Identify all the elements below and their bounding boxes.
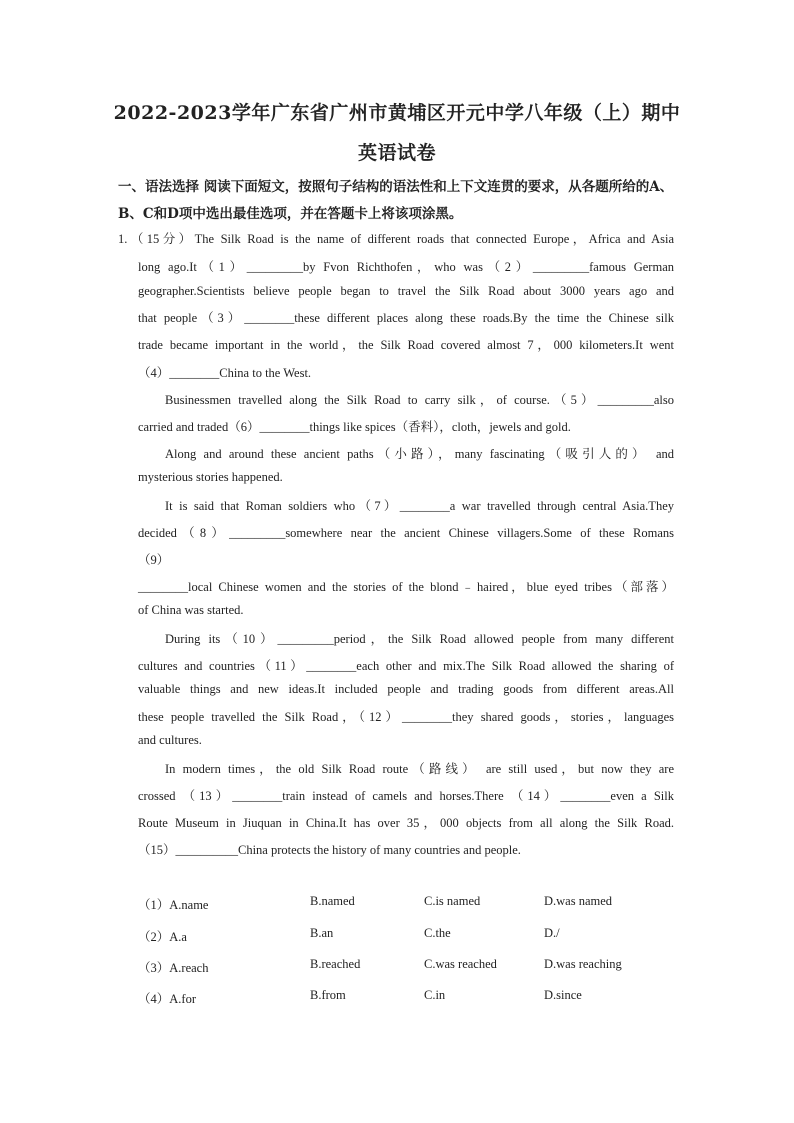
passage-line: mysterious stories happened. bbox=[138, 470, 283, 484]
passage-line: geographer.Scientists believe people began to travel the Silk Road about 3000 years ago and bbox=[138, 284, 674, 298]
option-d[interactable]: D.since bbox=[544, 988, 582, 1002]
option-b[interactable]: B.named bbox=[310, 894, 355, 908]
passage-line: carried and traded（6）________things like spices（香料），cloth，jewels and gold. bbox=[138, 420, 571, 434]
passage-line: of China was started. bbox=[138, 603, 244, 617]
option-a[interactable]: （2）A.a bbox=[138, 930, 187, 944]
passage-line: （9） bbox=[138, 553, 170, 567]
passage-line: （15）__________China protects the history of many countries and people. bbox=[138, 843, 521, 857]
page-subtitle: 英语试卷 bbox=[357, 142, 436, 164]
passage-line: During its（10）_________period，the Silk Road allowed people from many different bbox=[165, 632, 674, 646]
option-a[interactable]: （1）A.name bbox=[138, 898, 209, 912]
passage-line: and cultures. bbox=[138, 733, 202, 747]
passage-line: 1.（15分）The Silk Road is the name of different roads that connected Europe，Africa and Asia bbox=[118, 232, 674, 246]
page-title: 2022-2023学年广东省广州市黄埔区开元中学八年级（上）期中 bbox=[113, 102, 681, 124]
option-b[interactable]: B.from bbox=[310, 988, 346, 1002]
passage-line: these people travelled the Silk Road，（12）________they shared goods，stories，languages bbox=[138, 710, 674, 724]
option-d[interactable]: D./ bbox=[544, 926, 560, 940]
option-c[interactable]: C.in bbox=[424, 988, 446, 1002]
option-c[interactable]: C.the bbox=[424, 926, 451, 940]
passage-line: Along and around these ancient paths（小路），many fascinating（吸引人的） and bbox=[165, 447, 674, 461]
passage-line: In modern times，the old Silk Road route（路线） are still used，but now they are bbox=[165, 762, 674, 776]
option-b[interactable]: B.an bbox=[310, 926, 334, 940]
section-heading: 一、语法选择 阅读下面短文，按照句子结构的语法性和上下文连贯的要求，从各题所给的A、B、C和D项中选出最佳选项，并在答题卡上将该项涂黑。 bbox=[118, 179, 674, 222]
passage-line: trade became important in the world，the Silk Road covered almost 7，000 kilometers.It went bbox=[138, 338, 674, 352]
option-d[interactable]: D.was named bbox=[544, 894, 613, 908]
passage-line: Route Museum in Jiuquan in China.It has over 35，000 objects from all along the Silk Road. bbox=[138, 816, 674, 830]
option-d[interactable]: D.was reaching bbox=[544, 957, 622, 971]
option-c[interactable]: C.is named bbox=[424, 894, 481, 908]
passage-line: It is said that Roman soldiers who（7）________a war travelled through central Asia.They bbox=[165, 499, 674, 513]
option-c[interactable]: C.was reached bbox=[424, 957, 497, 971]
option-b[interactable]: B.reached bbox=[310, 957, 361, 971]
passage-line: that people（3）________these different places along these roads.By the time the Chinese silk bbox=[138, 311, 674, 325]
passage-line: ________local Chinese women and the stories of the blond﹣haired，blue eyed tribes（部落） bbox=[138, 580, 674, 594]
passage-line: valuable things and new ideas.It included people and trading goods from different areas.All bbox=[138, 682, 674, 696]
passage-line: （4）________China to the West. bbox=[138, 366, 312, 380]
passage-line: long ago.It（1）_________by Fvon Richthofen，who was（2）_________famous German bbox=[138, 260, 674, 274]
passage-line: cultures and countries（11）________each other and mix.The Silk Road allowed the sharing of bbox=[138, 659, 674, 673]
passage-line: crossed （13）________train instead of camels and horses.There （14）________even a Silk bbox=[138, 789, 674, 803]
passage-line: Businessmen travelled along the Silk Road to carry silk，of course.（5）_________also bbox=[165, 393, 674, 407]
option-a[interactable]: （3）A.reach bbox=[138, 961, 209, 975]
option-a[interactable]: （4）A.for bbox=[138, 992, 196, 1006]
passage-line: decided（8）_________somewhere near the ancient Chinese villagers.Some of these Romans bbox=[138, 526, 674, 540]
